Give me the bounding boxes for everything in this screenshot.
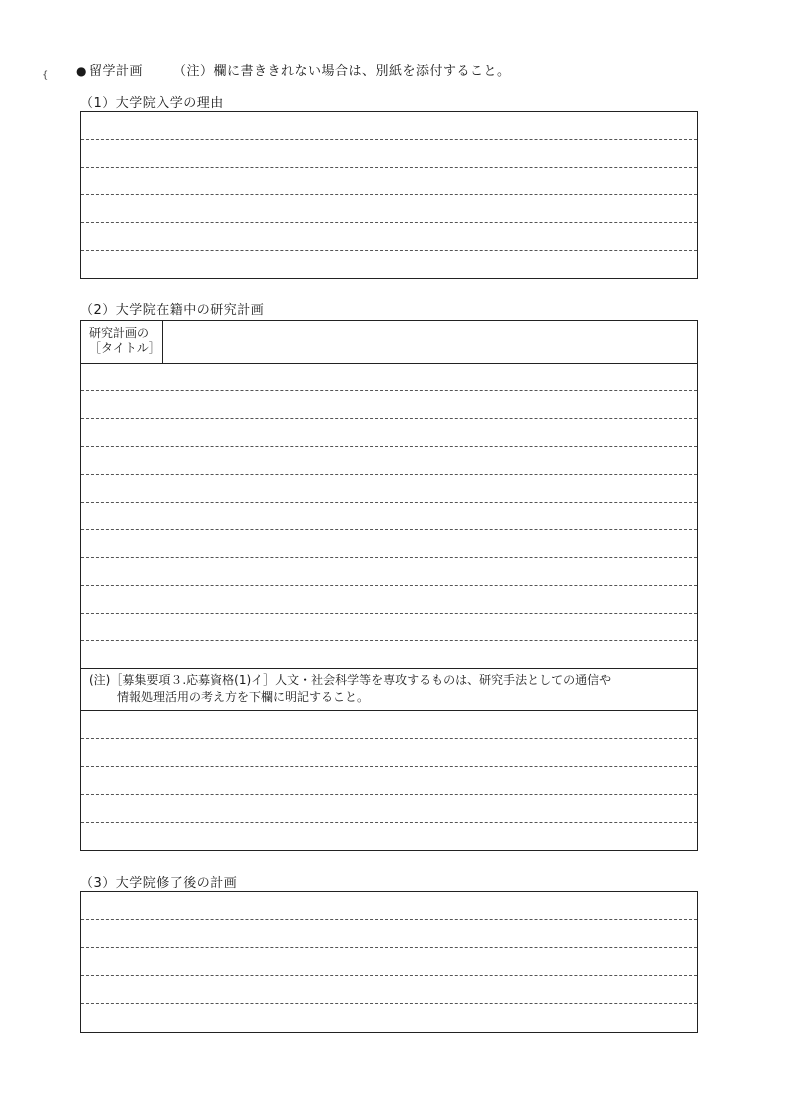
section-3-writing-box[interactable]	[80, 891, 698, 1033]
study-plan-heading	[76, 60, 511, 79]
ruled-line	[81, 474, 697, 475]
research-title-label-line1: 研究計画の	[89, 326, 150, 340]
ruled-line	[81, 250, 697, 251]
ruled-line	[81, 529, 697, 530]
heading-note: （注）欄に書ききれない場合は、別紙を添付すること。	[173, 64, 511, 79]
ruled-line	[81, 975, 697, 976]
ruled-line	[81, 167, 697, 168]
ruled-line	[81, 194, 697, 195]
section-2-box	[80, 320, 698, 851]
research-plan-writing-area[interactable]	[81, 363, 697, 668]
ruled-line	[81, 640, 697, 641]
ruled-lines	[81, 892, 697, 1032]
ruled-line	[81, 139, 697, 140]
section-1-label: （1）大学院入学の理由	[80, 96, 224, 111]
ruled-line	[81, 947, 697, 948]
ruled-line	[81, 1003, 697, 1004]
heading-title: 留学計画	[88, 64, 143, 79]
ruled-line	[81, 557, 697, 558]
section-1-writing-box[interactable]	[80, 111, 698, 279]
ruled-line	[81, 390, 697, 391]
ruled-line	[81, 738, 697, 739]
margin-mark: {	[42, 70, 49, 81]
ruled-line	[81, 613, 697, 614]
section-3-label: （3）大学院修了後の計画	[80, 876, 238, 891]
ruled-line	[81, 919, 697, 920]
bullet-icon: ●	[76, 64, 87, 78]
research-title-label	[81, 321, 163, 363]
section-2-label: （2）大学院在籍中の研究計画	[80, 303, 265, 318]
research-title-row	[81, 321, 697, 364]
ruled-line	[81, 222, 697, 223]
research-title-label-line2: ［タイトル］	[89, 341, 161, 355]
note-line-2: 情報処理活用の考え方を下欄に明記すること。	[117, 690, 370, 704]
ruled-line	[81, 766, 697, 767]
research-method-writing-area[interactable]	[81, 711, 697, 850]
ruled-line	[81, 502, 697, 503]
ruled-line	[81, 794, 697, 795]
ruled-line	[81, 822, 697, 823]
ruled-lines	[81, 112, 697, 278]
ruled-line	[81, 418, 697, 419]
ruled-line	[81, 446, 697, 447]
research-title-field[interactable]	[164, 321, 697, 363]
note-line-1: (注)［募集要項３.応募資格(1)イ］人文・社会科学等を専攻するものは、研究手法としての通信や	[89, 673, 612, 687]
ruled-line	[81, 585, 697, 586]
research-method-note	[81, 668, 697, 711]
